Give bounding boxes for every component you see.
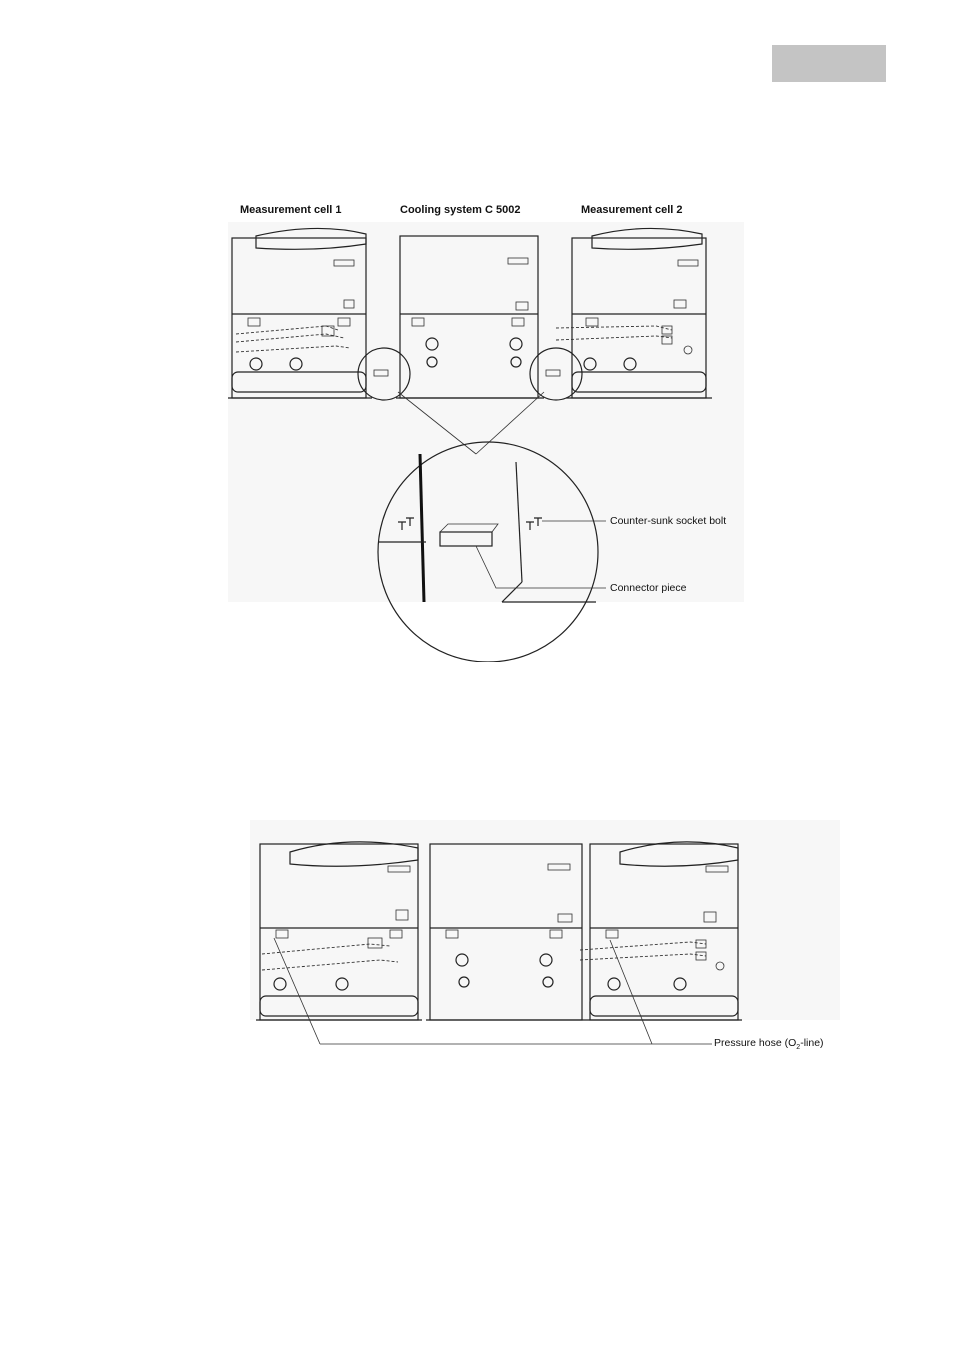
callout-pressure-hose-suffix: -line) bbox=[800, 1037, 824, 1049]
label-measurement-cell-1: Measurement cell 1 bbox=[240, 204, 342, 216]
figure2-assembly-drawing bbox=[250, 820, 840, 1070]
callout-pressure-hose bbox=[714, 1037, 824, 1051]
page-tab-marker bbox=[772, 45, 886, 82]
label-cooling-system: Cooling system C 5002 bbox=[400, 204, 521, 216]
callout-connector-piece: Connector piece bbox=[610, 582, 687, 594]
figure1-assembly-drawing bbox=[226, 222, 746, 662]
callout-pressure-hose-text: Pressure hose (O bbox=[714, 1037, 797, 1049]
callout-pressure-hose-subscript: 2 bbox=[796, 1044, 801, 1052]
label-measurement-cell-2: Measurement cell 2 bbox=[581, 204, 683, 216]
callout-counter-sunk-socket-bolt: Counter-sunk socket bolt bbox=[610, 515, 727, 527]
